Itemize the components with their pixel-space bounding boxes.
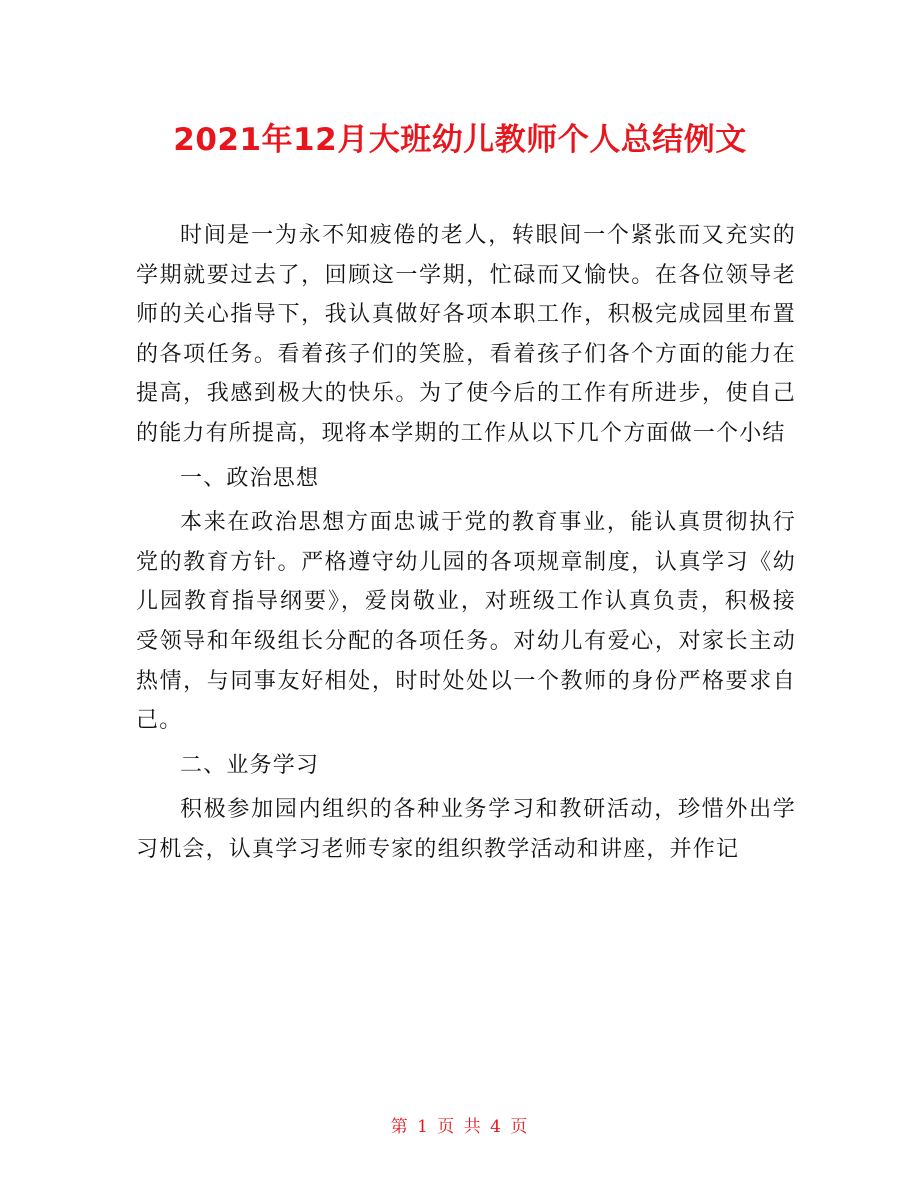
section-heading-study: 二、业务学习	[180, 752, 320, 778]
document-body	[136, 216, 796, 870]
document-title: 2021年12月大班幼儿教师个人总结例文	[173, 122, 747, 158]
paragraph-politics: 本来在政治思想方面忠诚于党的教育事业，能认真贯彻执行党的教育方针。严格遵守幼儿园的各项规章制度，认真学习《幼儿园教育指导纲要》，爱岗敬业，对班级工作认真负责，积极接受领导和年级组长分配的各项任务。对幼儿有爱心，对家长主动热情，与同事友好相处，时时处处以一个教师的身份严格要求自己。	[136, 510, 796, 734]
paragraph-study: 积极参加园内组织的各种业务学习和教研活动，珍惜外出学习机会，认真学习老师专家的组织教学活动和讲座，并作记	[136, 797, 796, 862]
paragraph-intro: 时间是一为永不知疲倦的老人，转眼间一个紧张而又充实的学期就要过去了，回顾这一学期，忙碌而又愉快。在各位领导老师的关心指导下，我认真做好各项本职工作，积极完成园里布置的各项任务。看着孩子们的笑脸，看着孩子们各个方面的能力在提高，我感到极大的快乐。为了使今后的工作有所进步，使自己的能力有所提高，现将本学期的工作从以下几个方面做一个小结	[136, 223, 796, 446]
page-number-footer: 第 1 页 共 4 页	[390, 1117, 530, 1137]
section-heading-politics: 一、政治思想	[180, 465, 320, 491]
